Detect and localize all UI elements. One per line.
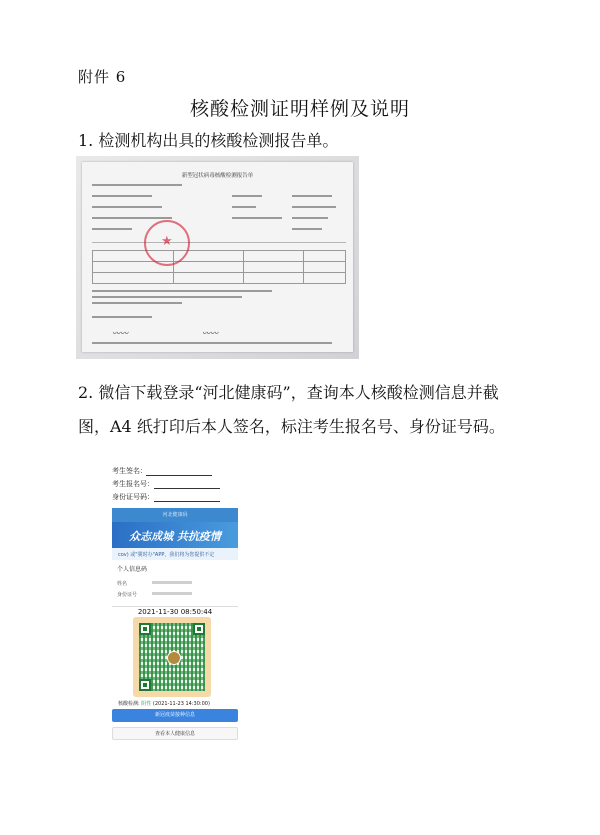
nucleic-test-status: 核酸检测: 阴性 (2021-11-23 14:30:00) (118, 701, 210, 707)
vaccine-info-button[interactable]: 新冠疫苗接种信息 (112, 709, 238, 722)
signature-1: 〰〰 (112, 329, 128, 338)
health-info-button[interactable]: 查看本人健康信息 (112, 727, 238, 740)
health-qr-code (133, 617, 211, 697)
id-number-field: 身份证号码： (112, 493, 154, 501)
code-timestamp: 2021-11-30 08:50:44 (137, 608, 213, 616)
document-title: 核酸检测证明样例及说明 (189, 98, 410, 120)
personal-info-title: 个人信息码 (117, 566, 148, 573)
app-header: 河北健康码 (112, 508, 238, 522)
id-label: 身份证号 (117, 592, 138, 598)
attachment-label: 附件 6 (78, 68, 127, 86)
personal-info-card (112, 560, 238, 607)
red-stamp: ★ (144, 220, 190, 266)
item-2-text: 2. 微信下载登录“河北健康码”，查询本人核酸检测信息并截图，A4 纸打印后本人签名，标注考生报名号、身份证号码。 (78, 383, 505, 436)
exam-signature-field: 考生签名： (112, 467, 147, 475)
report-sheet (82, 162, 353, 352)
qr-center-emblem (167, 651, 181, 665)
slogan-banner: 众志成城 共抗疫情 (112, 522, 238, 548)
health-code-screenshot (110, 462, 238, 742)
item-1-text: 1. 检测机构出具的核酸检测报告单。 (78, 131, 339, 150)
lab-report-photo (76, 156, 359, 359)
name-label: 姓名 (117, 581, 128, 587)
report-result-table (92, 250, 346, 284)
report-title: 新型冠状病毒核酸检测报告单 (181, 173, 254, 179)
signature-2: 〰〰 (202, 329, 218, 338)
app-notice: cov) 或"冀时办"APP，我们将为您提供不定 (112, 548, 238, 560)
exam-id-field: 考生报名号： (112, 480, 154, 488)
